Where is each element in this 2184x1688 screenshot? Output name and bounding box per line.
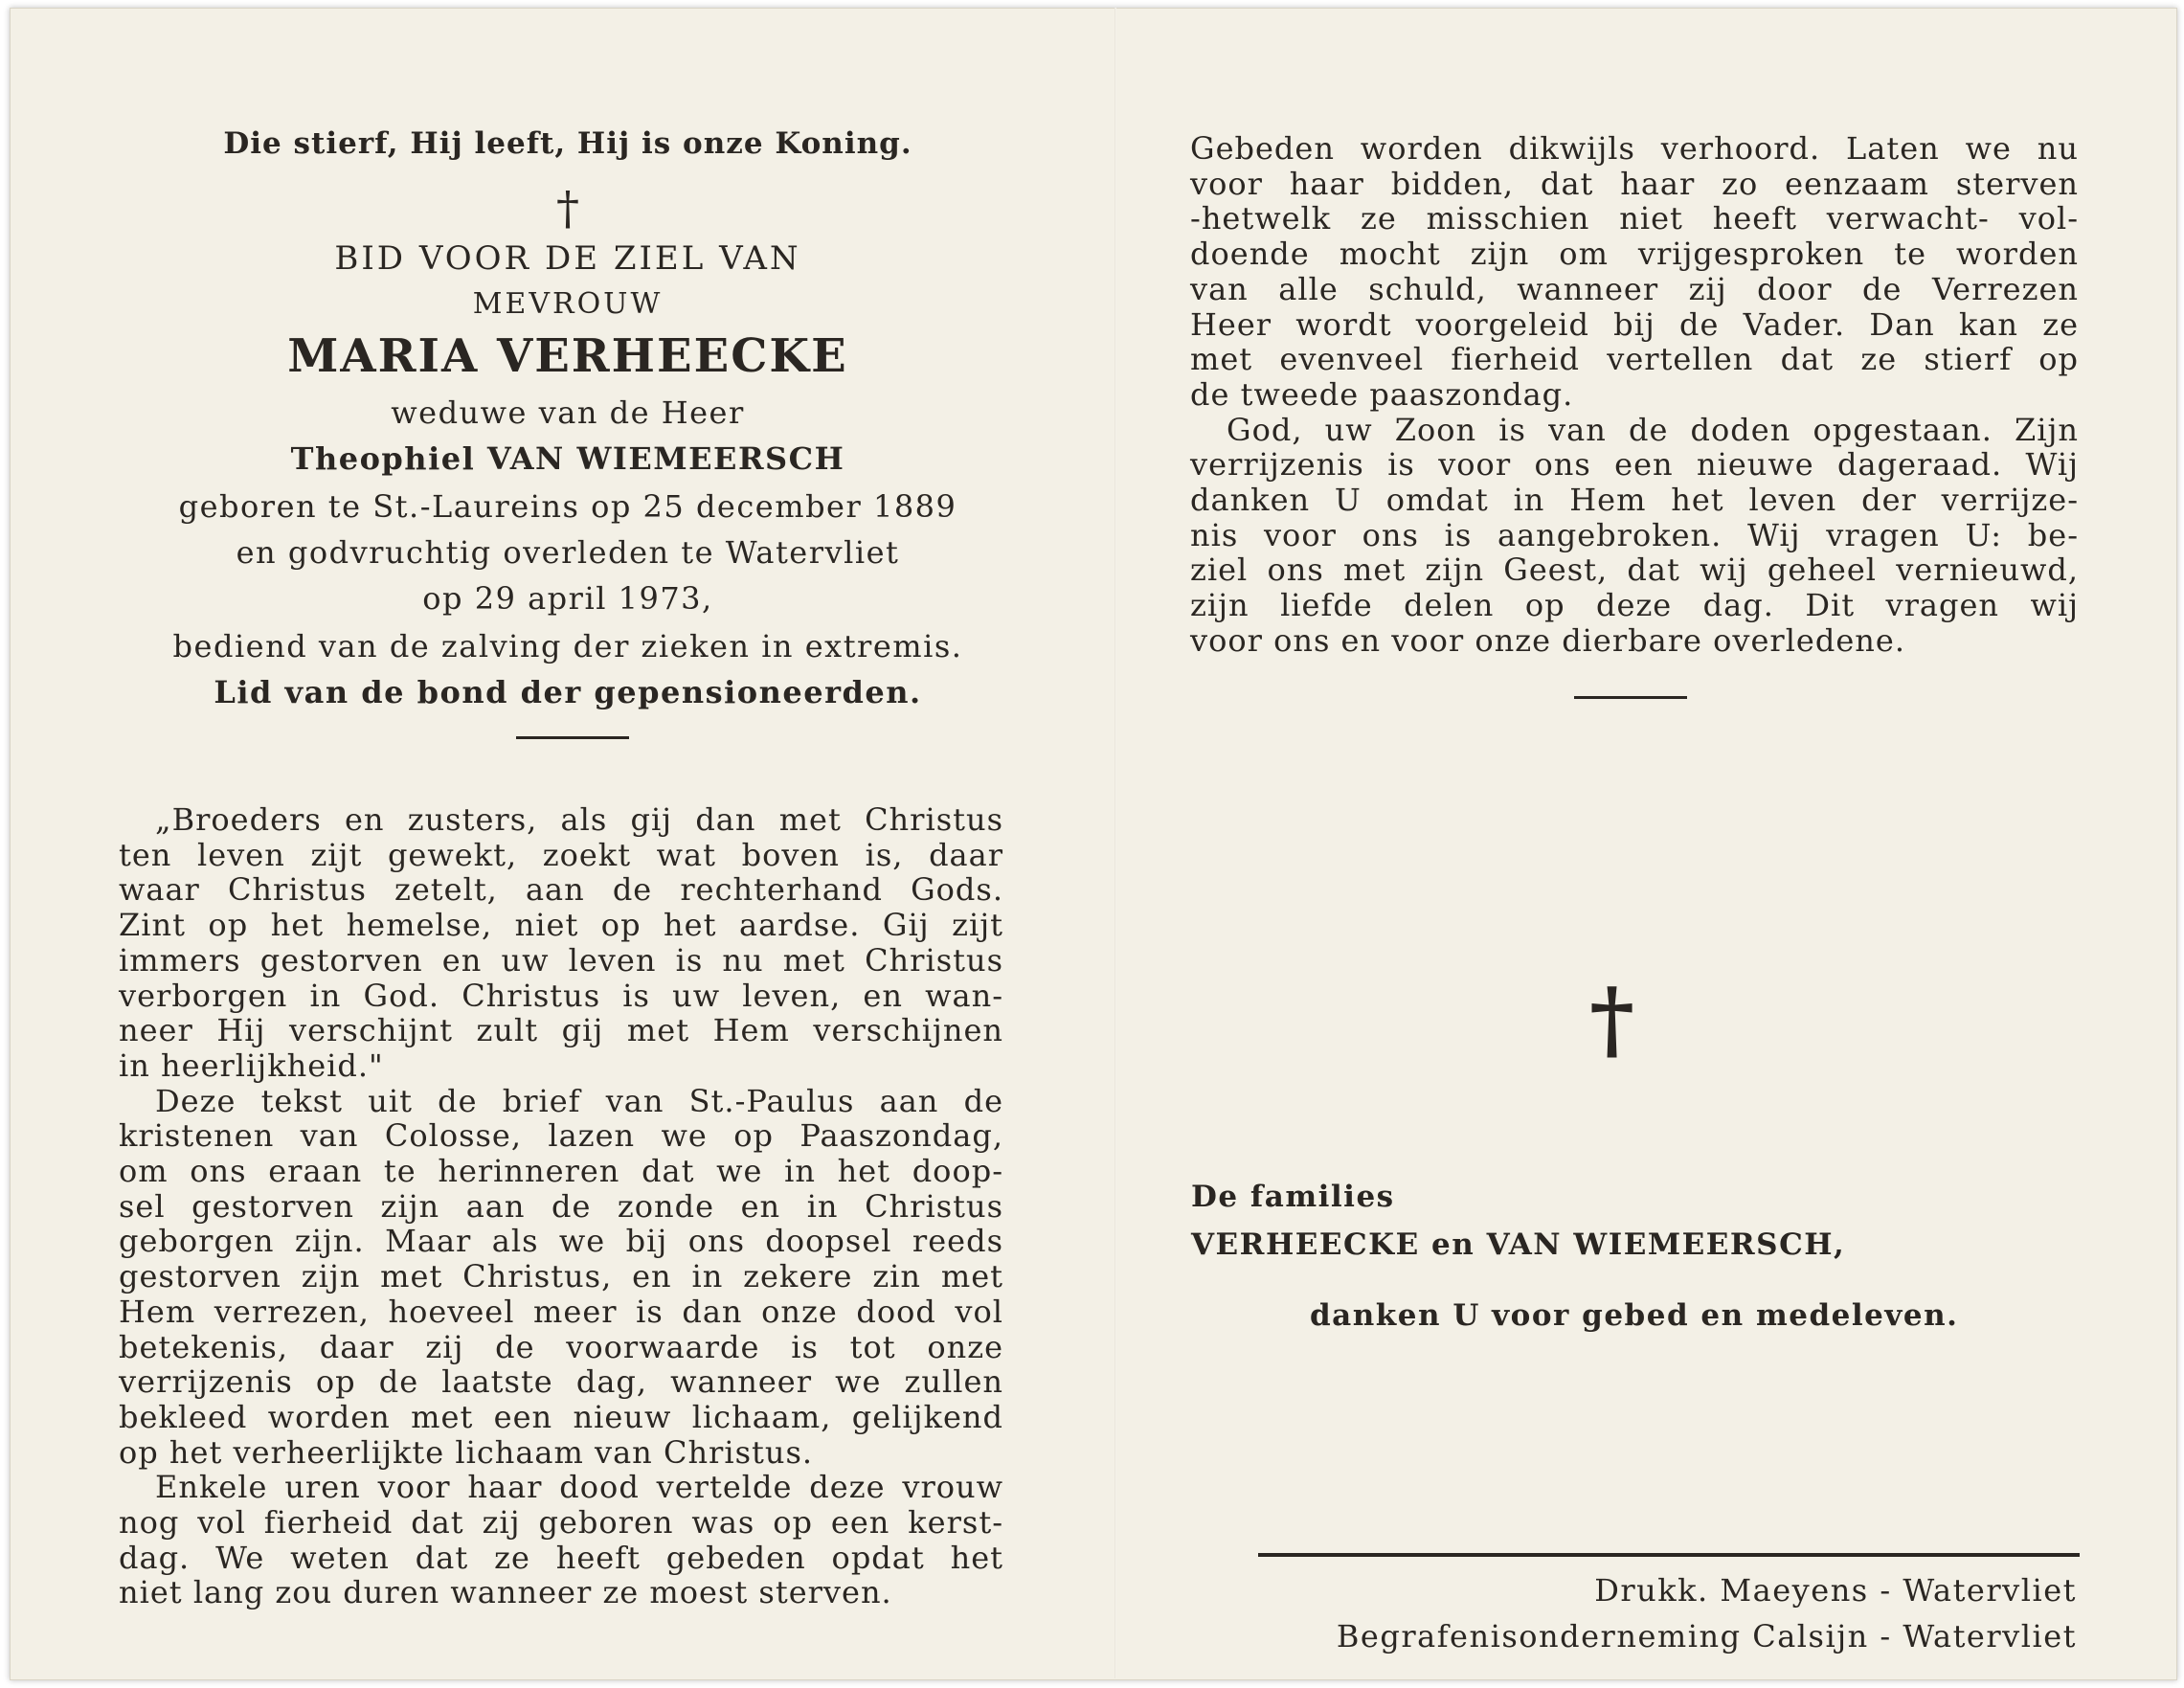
deceased-name: MARIA VERHEECKE	[287, 329, 848, 383]
quote-para1-line: waar Christus zetelt, aan de rechterhand Gods.	[119, 871, 1003, 909]
right-para2-line: voor ons en voor onze dierbare overledene.	[1190, 621, 1905, 659]
divider	[516, 736, 629, 739]
quote-para1-line: Zint op het hemelse, niet op het aardse. Gij zijt	[119, 907, 1003, 944]
quote-para2-line: op het verheerlijkte lichaam van Christus.	[119, 1433, 814, 1471]
quote-para3-line: Enkele uren voor haar dood vertelde deze vrouw	[155, 1469, 1003, 1506]
widow-of: weduwe van de Heer	[391, 394, 745, 431]
quote-para2-line: Hem verrezen, hoeveel meer is dan onze dood vol	[119, 1293, 1003, 1330]
card-fold	[1115, 8, 1116, 1678]
sacrament-line: bediend van de zalving der zieken in extremis.	[172, 628, 963, 664]
quote-para3-line: nog vol fierheid dat zij geboren was op een kerst-	[119, 1504, 1003, 1542]
quote-para2-line: bekleed worden met een nieuw lichaam, gelijkend	[119, 1398, 1003, 1435]
right-para1-line: -hetwelk ze misschien niet heeft verwacht- vol-	[1190, 200, 2079, 237]
quote-para1-line: verborgen in God. Christus is uw leven, en wan-	[119, 977, 1003, 1014]
quote-paragraph	[119, 802, 1003, 1084]
families-label: De families	[1191, 1180, 1395, 1214]
bid-line: BID VOOR DE ZIEL VAN	[334, 239, 801, 278]
right-para1-line: doende mocht zijn om vrijgesproken te worden	[1190, 236, 2079, 273]
quote-para1-line: ten leven zijt gewekt, zoekt wat boven is, daar	[119, 836, 1003, 873]
husband-name: Theophiel VAN WIEMEERSCH	[290, 440, 845, 477]
quote-para3-line: niet lang zou duren wanneer ze moest sterven.	[119, 1574, 892, 1611]
right-para2-line: zijn liefde delen op deze dag. Dit vragen wij	[1190, 587, 2079, 624]
bottom-rule	[1258, 1553, 2080, 1557]
right-para1-line: de tweede paaszondag.	[1190, 375, 1574, 413]
prayer-paragraph	[1190, 131, 2079, 413]
right-para2-line: danken U omdat in Hem het leven der verrijze-	[1190, 482, 2079, 519]
reflection-paragraph	[119, 1084, 1003, 1471]
member-line: Lid van de bond der gepensioneerden.	[214, 674, 922, 710]
quote-para1-line: immers gestorven en uw leven is nu met Christus	[119, 941, 1003, 979]
cross-icon-large: †	[1589, 969, 1635, 1070]
quote-para1-line: in heerlijkheid."	[119, 1047, 384, 1084]
birth-line: geboren te St.-Laureins op 25 december 1889	[178, 488, 957, 525]
undertaker-line: Begrafenisonderneming Calsijn - Watervliet	[1336, 1618, 2077, 1654]
divider-right	[1574, 696, 1687, 699]
quote-para3-line: dag. We weten dat ze heeft gebeden opdat het	[119, 1539, 1003, 1576]
quote-para2-line: gestorven zijn met Christus, en in zekere zin met	[119, 1258, 1003, 1295]
cross-icon: †	[556, 182, 579, 236]
right-para1-line: voor haar bidden, dat haar zo eenzaam sterven	[1190, 165, 2079, 202]
right-para2-line: nis voor ons is aangebroken. Wij vragen U: be-	[1190, 516, 2079, 553]
quote-para1-line: „Broeders en zusters, als gij dan met Christus	[155, 801, 1003, 838]
families-names: VERHEECKE en VAN WIEMEERSCH,	[1191, 1227, 1846, 1262]
quote-para2-line: geborgen zijn. Maar als we bij ons doopsel reeds	[119, 1223, 1003, 1260]
death-date: op 29 april 1973,	[422, 580, 713, 617]
right-para1-line: met evenveel fierheid vertellen dat ze stierf op	[1190, 341, 2079, 378]
motto: Die stierf, Hij leeft, Hij is onze Koning.	[223, 126, 912, 161]
right-para1-line: Heer wordt voorgeleid bij de Vader. Dan kan ze	[1190, 305, 2079, 343]
quote-para2-line: sel gestorven zijn aan de zonde en in Christus	[119, 1187, 1003, 1225]
title-mevrouw: MEVROUW	[472, 287, 664, 321]
death-line: en godvruchtig overleden te Watervliet	[236, 534, 900, 571]
quote-para1-line: neer Hij verschijnt zult gij met Hem verschijnen	[119, 1012, 1003, 1049]
right-para2-line: God, uw Zoon is van de doden opgestaan. Zijn	[1227, 411, 2079, 448]
right-para1-line: van alle schuld, wanneer zij door de Verrezen	[1190, 270, 2079, 307]
right-para2-line: verrijzenis is voor ons een nieuwe dageraad. Wij	[1190, 446, 2079, 484]
printer-line: Drukk. Maeyens - Watervliet	[1594, 1572, 2077, 1609]
quote-para2-line: om ons eraan te herinneren dat we in het doop-	[119, 1153, 1003, 1190]
right-para1-line: Gebeden worden dikwijls verhoord. Laten we nu	[1190, 130, 2079, 167]
scripture-text	[119, 802, 1003, 1610]
right-para2-line: ziel ons met zijn Geest, dat wij geheel vernieuwd,	[1190, 551, 2079, 589]
thanks-line: danken U voor gebed en medeleven.	[1310, 1298, 1959, 1333]
final-paragraph	[119, 1470, 1003, 1610]
quote-para2-line: kristenen van Colosse, lazen we op Paaszondag,	[119, 1117, 1003, 1155]
quote-para2-line: Deze tekst uit de brief van St.-Paulus aan de	[155, 1082, 1003, 1119]
quote-para2-line: verrijzenis op de laatste dag, wanneer we zullen	[119, 1363, 1003, 1401]
quote-para2-line: betekenis, daar zij de voorwaarde is tot onze	[119, 1328, 1003, 1365]
prayer-paragraph-2	[1190, 413, 2079, 659]
prayer-text	[1190, 131, 2079, 659]
